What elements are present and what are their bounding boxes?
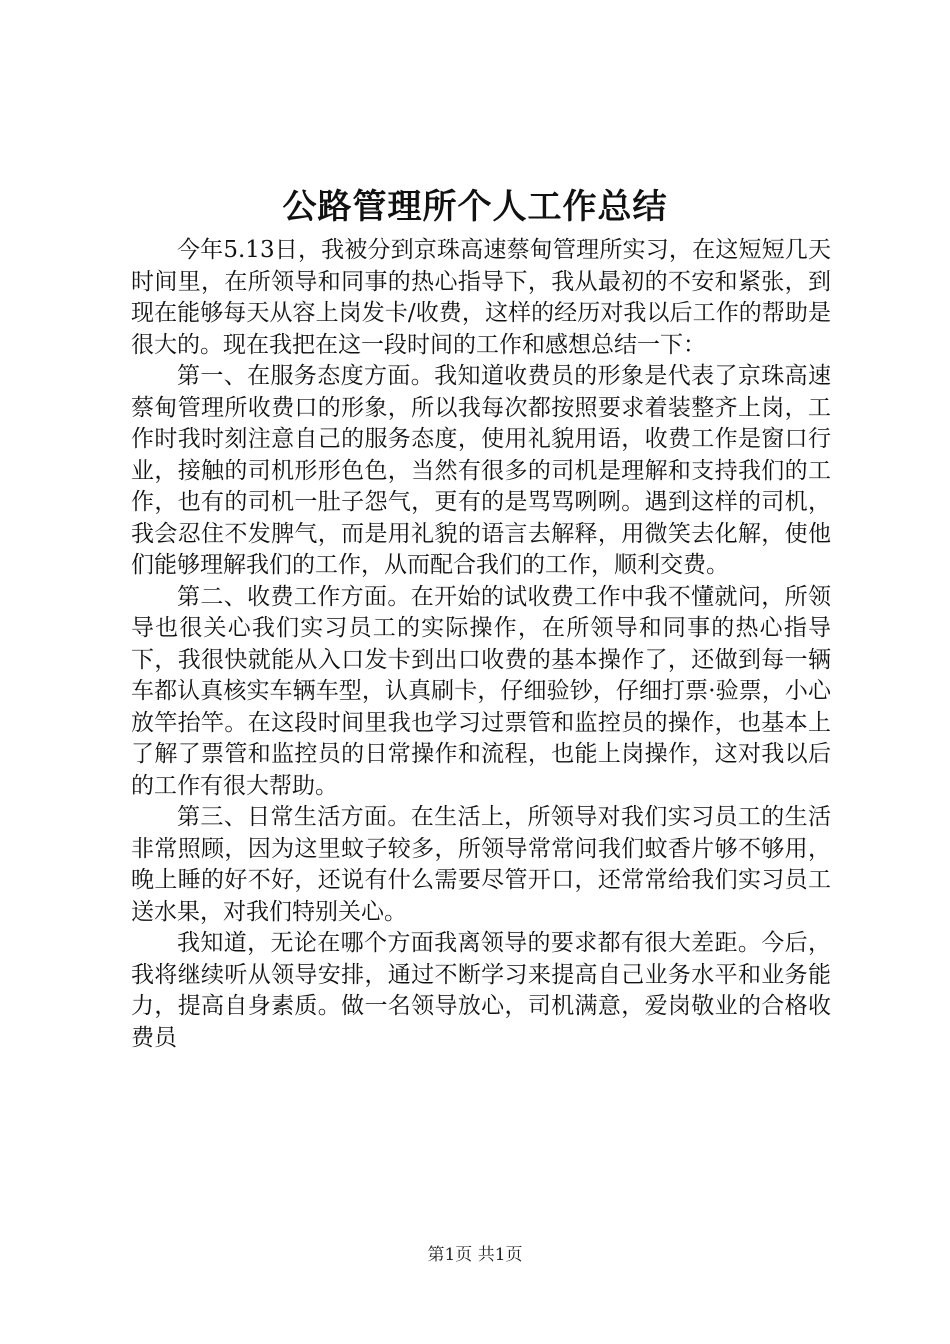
paragraph-service-attitude: 第一、在服务态度方面。我知道收费员的形象是代表了京珠高速蔡甸管理所收费口的形象，所以我每次都按照要求着装整齐上岗，工作时我时刻注意自己的服务态度，使用礼貌用语，收费工作是窗口行业，接触的司机形形色色，当然有很多的司机是理解和支持我们的工作，也有的司机一肚子怨气，更有的是骂骂咧咧。遇到这样的司机，我会忍住不发脾气，而是用礼貌的语言去解释，用微笑去化解，使他们能够理解我们的工作，从而配合我们的工作，顺利交费。 xyxy=(131,363,831,578)
paragraph-daily-life: 第三、日常生活方面。在生活上，所领导对我们实习员工的生活非常照顾，因为这里蚊子较多，所领导常常问我们蚊香片够不够用，晚上睡的好不好，还说有什么需要尽管开口，还常常给我们实习员工送水果，对我们特别关心。 xyxy=(131,804,831,925)
paragraph-toll-work: 第二、收费工作方面。在开始的试收费工作中我不懂就问，所领导也很关心我们实习员工的实际操作，在所领导和同事的热心指导下，我很快就能从入口发卡到出口收费的基本操作了，还做到每一辆车都认真核实车辆车型，认真刷卡，仔细验钞，仔细打票·验票，小心放竿抬竿。在这段时间里我也学习过票管和监控员的操作，也基本上了解了票管和监控员的日常操作和流程，也能上岗操作，这对我以后的工作有很大帮助。 xyxy=(131,583,831,799)
document-body xyxy=(131,235,831,1054)
paragraph-intro: 今年5.13日，我被分到京珠高速蔡甸管理所实习，在这短短几天时间里，在所领导和同事的热心指导下，我从最初的不安和紧张，到现在能够每天从容上岗发卡/收费，这样的经历对我以后工作的帮助是很大的。现在我把在这一段时间的工作和感想总结一下： xyxy=(131,237,831,358)
paragraph-conclusion: 我知道，无论在哪个方面我离领导的要求都有很大差距。今后，我将继续听从领导安排，通过不断学习来提高自己业务水平和业务能力，提高自身素质。做一名领导放心，司机满意，爱岗敬业的合格收费员 xyxy=(131,930,831,1051)
document-title: 公路管理所个人工作总结 xyxy=(282,187,668,227)
page-footer: 第1页 共1页 xyxy=(427,1245,523,1265)
